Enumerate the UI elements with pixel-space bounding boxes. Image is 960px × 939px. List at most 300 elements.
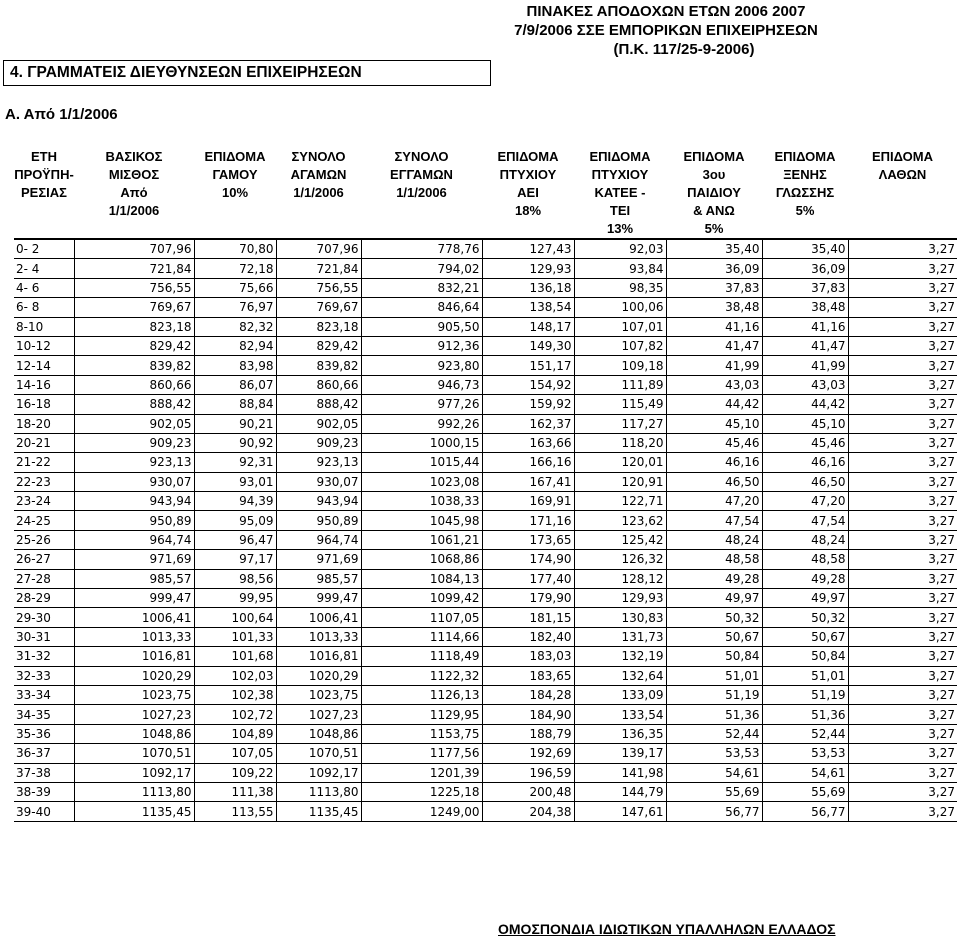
value-cell: 832,21 [361,278,482,297]
value-cell: 3,27 [848,802,957,821]
value-cell: 707,96 [74,239,194,259]
table-row [14,705,957,724]
value-cell: 46,50 [666,472,762,491]
value-cell: 82,94 [194,336,276,355]
value-cell: 138,54 [482,298,574,317]
value-cell: 1068,86 [361,550,482,569]
value-cell: 122,71 [574,492,666,511]
column-header-line: 13% [606,221,634,236]
table-row [14,744,957,763]
column-header-line: ΑΓΑΜΩΝ [290,167,347,182]
value-cell: 3,27 [848,356,957,375]
value-cell: 72,18 [194,259,276,278]
column-header-line: ΕΠΙΔΟΜΑ [589,149,651,164]
value-cell: 756,55 [74,278,194,297]
column-header-3 [276,148,361,239]
value-cell: 55,69 [666,782,762,801]
years-cell: 28-29 [14,589,74,608]
value-cell: 902,05 [276,414,361,433]
column-header-line: ΠΡΟΫΠΗ- [14,167,74,182]
value-cell: 94,39 [194,492,276,511]
value-cell: 123,62 [574,511,666,530]
column-header-line: ΚΑΤΕΕ - [594,185,646,200]
value-cell: 3,27 [848,724,957,743]
value-cell: 131,73 [574,627,666,646]
column-header-line: ΕΠΙΔΟΜΑ [872,149,933,164]
value-cell: 53,53 [666,744,762,763]
value-cell: 109,18 [574,356,666,375]
value-cell: 109,22 [194,763,276,782]
years-cell: 14-16 [14,375,74,394]
value-cell: 127,43 [482,239,574,259]
value-cell: 37,83 [762,278,848,297]
value-cell: 3,27 [848,453,957,472]
value-cell: 3,27 [848,278,957,297]
table-row [14,395,957,414]
years-cell: 27-28 [14,569,74,588]
value-cell: 977,26 [361,395,482,414]
value-cell: 1070,51 [276,744,361,763]
value-cell: 47,20 [762,492,848,511]
table-header-row [14,148,957,239]
value-cell: 126,32 [574,550,666,569]
value-cell: 1016,81 [74,647,194,666]
column-header-line: 10% [221,185,249,200]
column-header-line: ΠΑΙΔΙΟΥ [687,185,741,200]
value-cell: 1249,00 [361,802,482,821]
value-cell: 902,05 [74,414,194,433]
years-cell: 31-32 [14,647,74,666]
table-row [14,414,957,433]
table-row [14,550,957,569]
column-header-0 [14,148,74,239]
value-cell: 1092,17 [74,763,194,782]
table-row [14,589,957,608]
value-cell: 769,67 [276,298,361,317]
value-cell: 107,01 [574,317,666,336]
value-cell: 1048,86 [276,724,361,743]
value-cell: 1092,17 [276,763,361,782]
value-cell: 92,31 [194,453,276,472]
value-cell: 174,90 [482,550,574,569]
value-cell: 111,89 [574,375,666,394]
years-cell: 20-21 [14,433,74,452]
value-cell: 1201,39 [361,763,482,782]
value-cell: 36,09 [762,259,848,278]
value-cell: 3,27 [848,433,957,452]
value-cell: 45,46 [762,433,848,452]
value-cell: 1153,75 [361,724,482,743]
value-cell: 38,48 [666,298,762,317]
column-header-line: Από [120,185,148,200]
column-header-line: 5% [795,203,815,218]
subsection-title: Α. Από 1/1/2006 [5,106,118,123]
value-cell: 3,27 [848,705,957,724]
value-cell: 3,27 [848,414,957,433]
value-cell: 756,55 [276,278,361,297]
table-row [14,802,957,821]
value-cell: 166,16 [482,453,574,472]
column-header-5 [482,148,574,239]
value-cell: 1013,33 [276,627,361,646]
value-cell: 999,47 [74,589,194,608]
column-header-line: 5% [704,221,724,236]
column-header-1 [74,148,194,239]
value-cell: 90,21 [194,414,276,433]
value-cell: 3,27 [848,569,957,588]
value-cell: 141,98 [574,763,666,782]
value-cell: 3,27 [848,685,957,704]
column-header-6 [574,148,666,239]
value-cell: 48,24 [666,530,762,549]
value-cell: 41,99 [666,356,762,375]
value-cell: 45,10 [666,414,762,433]
value-cell: 49,97 [666,589,762,608]
value-cell: 964,74 [276,530,361,549]
value-cell: 964,74 [74,530,194,549]
table-row [14,685,957,704]
years-cell: 26-27 [14,550,74,569]
value-cell: 132,64 [574,666,666,685]
value-cell: 93,01 [194,472,276,491]
value-cell: 3,27 [848,511,957,530]
table-row [14,627,957,646]
value-cell: 943,94 [74,492,194,511]
value-cell: 53,53 [762,744,848,763]
value-cell: 1135,45 [74,802,194,821]
value-cell: 860,66 [276,375,361,394]
value-cell: 829,42 [276,336,361,355]
value-cell: 98,56 [194,569,276,588]
value-cell: 992,26 [361,414,482,433]
value-cell: 115,49 [574,395,666,414]
years-cell: 34-35 [14,705,74,724]
value-cell: 823,18 [74,317,194,336]
value-cell: 50,67 [666,627,762,646]
value-cell: 50,67 [762,627,848,646]
value-cell: 3,27 [848,589,957,608]
value-cell: 923,80 [361,356,482,375]
value-cell: 51,01 [666,666,762,685]
value-cell: 48,58 [762,550,848,569]
value-cell: 95,09 [194,511,276,530]
value-cell: 183,65 [482,666,574,685]
value-cell: 721,84 [276,259,361,278]
table-row [14,336,957,355]
value-cell: 1126,13 [361,685,482,704]
value-cell: 3,27 [848,782,957,801]
value-cell: 43,03 [762,375,848,394]
value-cell: 985,57 [74,569,194,588]
table-row [14,511,957,530]
table-row [14,317,957,336]
value-cell: 148,17 [482,317,574,336]
table-body [14,239,957,821]
value-cell: 102,72 [194,705,276,724]
column-header-line: 1/1/2006 [108,203,160,218]
value-cell: 846,64 [361,298,482,317]
value-cell: 1023,08 [361,472,482,491]
value-cell: 51,19 [762,685,848,704]
value-cell: 888,42 [276,395,361,414]
years-cell: 24-25 [14,511,74,530]
value-cell: 971,69 [276,550,361,569]
column-header-2 [194,148,276,239]
column-header-line: ΕΠΙΔΟΜΑ [204,149,266,164]
years-cell: 22-23 [14,472,74,491]
value-cell: 1084,13 [361,569,482,588]
years-cell: 32-33 [14,666,74,685]
value-cell: 1177,56 [361,744,482,763]
value-cell: 154,92 [482,375,574,394]
value-cell: 118,20 [574,433,666,452]
value-cell: 1015,44 [361,453,482,472]
header-line-2: 7/9/2006 ΣΣΕ ΕΜΠΟΡΙΚΩΝ ΕΠΙΧΕΙΡΗΣΕΩΝ [514,22,818,39]
value-cell: 183,03 [482,647,574,666]
value-cell: 3,27 [848,627,957,646]
value-cell: 128,12 [574,569,666,588]
column-header-4 [361,148,482,239]
column-header-line: ΞΕΝΗΣ [783,167,827,182]
value-cell: 49,28 [666,569,762,588]
table-row [14,666,957,685]
value-cell: 100,64 [194,608,276,627]
value-cell: 149,30 [482,336,574,355]
value-cell: 83,98 [194,356,276,375]
value-cell: 184,90 [482,705,574,724]
column-header-line: ΛΑΘΩΝ [878,167,927,182]
salary-table [14,148,957,822]
section-title: 4. ΓΡΑΜΜΑΤΕΙΣ ΔΙΕΥΘΥΝΣΕΩΝ ΕΠΙΧΕΙΡΗΣΕΩΝ [10,64,362,81]
value-cell: 107,82 [574,336,666,355]
value-cell: 985,57 [276,569,361,588]
value-cell: 41,47 [762,336,848,355]
value-cell: 88,84 [194,395,276,414]
value-cell: 184,28 [482,685,574,704]
value-cell: 182,40 [482,627,574,646]
table-row [14,356,957,375]
value-cell: 139,17 [574,744,666,763]
value-cell: 173,65 [482,530,574,549]
value-cell: 950,89 [74,511,194,530]
value-cell: 3,27 [848,550,957,569]
value-cell: 54,61 [666,763,762,782]
value-cell: 46,16 [666,453,762,472]
value-cell: 50,32 [762,608,848,627]
value-cell: 162,37 [482,414,574,433]
years-cell: 6- 8 [14,298,74,317]
value-cell: 37,83 [666,278,762,297]
value-cell: 125,42 [574,530,666,549]
value-cell: 47,20 [666,492,762,511]
value-cell: 204,38 [482,802,574,821]
table-row [14,433,957,452]
value-cell: 1045,98 [361,511,482,530]
value-cell: 36,09 [666,259,762,278]
value-cell: 55,69 [762,782,848,801]
column-header-line: ΕΠΙΔΟΜΑ [683,149,745,164]
footer-organization: ΟΜΟΣΠΟΝΔΙΑ ΙΔΙΩΤΙΚΩΝ ΥΠΑΛΛΗΛΩΝ ΕΛΛΑΔΟΣ [498,921,836,937]
value-cell: 93,84 [574,259,666,278]
value-cell: 48,58 [666,550,762,569]
table-row [14,530,957,549]
value-cell: 50,84 [666,647,762,666]
value-cell: 90,92 [194,433,276,452]
value-cell: 1118,49 [361,647,482,666]
value-cell: 35,40 [666,239,762,259]
column-header-line: ΤΕΙ [609,203,631,218]
value-cell: 49,97 [762,589,848,608]
column-header-line: ΡΕΣΙΑΣ [21,185,67,200]
value-cell: 1038,33 [361,492,482,511]
value-cell: 823,18 [276,317,361,336]
years-cell: 39-40 [14,802,74,821]
years-cell: 21-22 [14,453,74,472]
value-cell: 860,66 [74,375,194,394]
value-cell: 101,33 [194,627,276,646]
table-row [14,608,957,627]
value-cell: 136,35 [574,724,666,743]
value-cell: 950,89 [276,511,361,530]
value-cell: 111,38 [194,782,276,801]
value-cell: 1061,21 [361,530,482,549]
value-cell: 46,50 [762,472,848,491]
column-header-line: 1/1/2006 [293,185,344,200]
value-cell: 971,69 [74,550,194,569]
value-cell: 769,67 [74,298,194,317]
value-cell: 1013,33 [74,627,194,646]
column-header-7 [666,148,762,239]
value-cell: 3,27 [848,317,957,336]
value-cell: 1135,45 [276,802,361,821]
value-cell: 943,94 [276,492,361,511]
value-cell: 51,01 [762,666,848,685]
table-row [14,472,957,491]
value-cell: 3,27 [848,666,957,685]
column-header-8 [762,148,848,239]
value-cell: 3,27 [848,472,957,491]
value-cell: 101,68 [194,647,276,666]
value-cell: 44,42 [666,395,762,414]
value-cell: 113,55 [194,802,276,821]
years-cell: 37-38 [14,763,74,782]
value-cell: 3,27 [848,395,957,414]
column-header-line: 1/1/2006 [396,185,447,200]
value-cell: 3,27 [848,492,957,511]
value-cell: 3,27 [848,239,957,259]
value-cell: 100,06 [574,298,666,317]
value-cell: 839,82 [276,356,361,375]
value-cell: 3,27 [848,336,957,355]
value-cell: 167,41 [482,472,574,491]
table-row [14,647,957,666]
value-cell: 1020,29 [276,666,361,685]
value-cell: 47,54 [762,511,848,530]
years-cell: 38-39 [14,782,74,801]
value-cell: 54,61 [762,763,848,782]
value-cell: 829,42 [74,336,194,355]
value-cell: 909,23 [74,433,194,452]
value-cell: 905,50 [361,317,482,336]
value-cell: 51,19 [666,685,762,704]
years-cell: 16-18 [14,395,74,414]
value-cell: 45,46 [666,433,762,452]
column-header-line: ΕΠΙΔΟΜΑ [497,149,559,164]
value-cell: 1225,18 [361,782,482,801]
column-header-line: ΠΤΥΧΙΟΥ [591,167,649,182]
value-cell: 3,27 [848,259,957,278]
table-row [14,763,957,782]
value-cell: 923,13 [276,453,361,472]
value-cell: 1023,75 [276,685,361,704]
table-row [14,298,957,317]
value-cell: 179,90 [482,589,574,608]
value-cell: 946,73 [361,375,482,394]
value-cell: 163,66 [482,433,574,452]
value-cell: 1113,80 [276,782,361,801]
years-cell: 36-37 [14,744,74,763]
value-cell: 1027,23 [276,705,361,724]
value-cell: 120,01 [574,453,666,472]
value-cell: 41,47 [666,336,762,355]
value-cell: 86,07 [194,375,276,394]
value-cell: 45,10 [762,414,848,433]
table-row [14,278,957,297]
value-cell: 41,99 [762,356,848,375]
value-cell: 104,89 [194,724,276,743]
value-cell: 47,54 [666,511,762,530]
value-cell: 1048,86 [74,724,194,743]
value-cell: 721,84 [74,259,194,278]
value-cell: 909,23 [276,433,361,452]
value-cell: 52,44 [762,724,848,743]
value-cell: 117,27 [574,414,666,433]
column-header-line: ΕΓΓΑΜΩΝ [390,167,453,182]
value-cell: 778,76 [361,239,482,259]
value-cell: 133,09 [574,685,666,704]
value-cell: 35,40 [762,239,848,259]
column-header-line: ΓΑΜΟΥ [212,167,258,182]
value-cell: 181,15 [482,608,574,627]
value-cell: 51,36 [762,705,848,724]
document-header [506,2,826,59]
value-cell: 49,28 [762,569,848,588]
value-cell: 3,27 [848,647,957,666]
value-cell: 92,03 [574,239,666,259]
value-cell: 120,91 [574,472,666,491]
value-cell: 3,27 [848,608,957,627]
column-header-line: ΕΤΗ [31,149,57,164]
value-cell: 839,82 [74,356,194,375]
value-cell: 129,93 [574,589,666,608]
years-cell: 25-26 [14,530,74,549]
table-row [14,239,957,259]
column-header-line: 18% [514,203,542,218]
table-row [14,259,957,278]
column-header-line: ΒΑΣΙΚΟΣ [105,149,163,164]
value-cell: 923,13 [74,453,194,472]
value-cell: 3,27 [848,375,957,394]
value-cell: 97,17 [194,550,276,569]
column-header-line: ΓΛΩΣΣΗΣ [775,185,835,200]
section-title-box [3,60,491,86]
value-cell: 147,61 [574,802,666,821]
table-row [14,782,957,801]
value-cell: 1070,51 [74,744,194,763]
table-row [14,453,957,472]
column-header-line: ΣΥΝΟΛΟ [394,149,449,164]
value-cell: 56,77 [762,802,848,821]
